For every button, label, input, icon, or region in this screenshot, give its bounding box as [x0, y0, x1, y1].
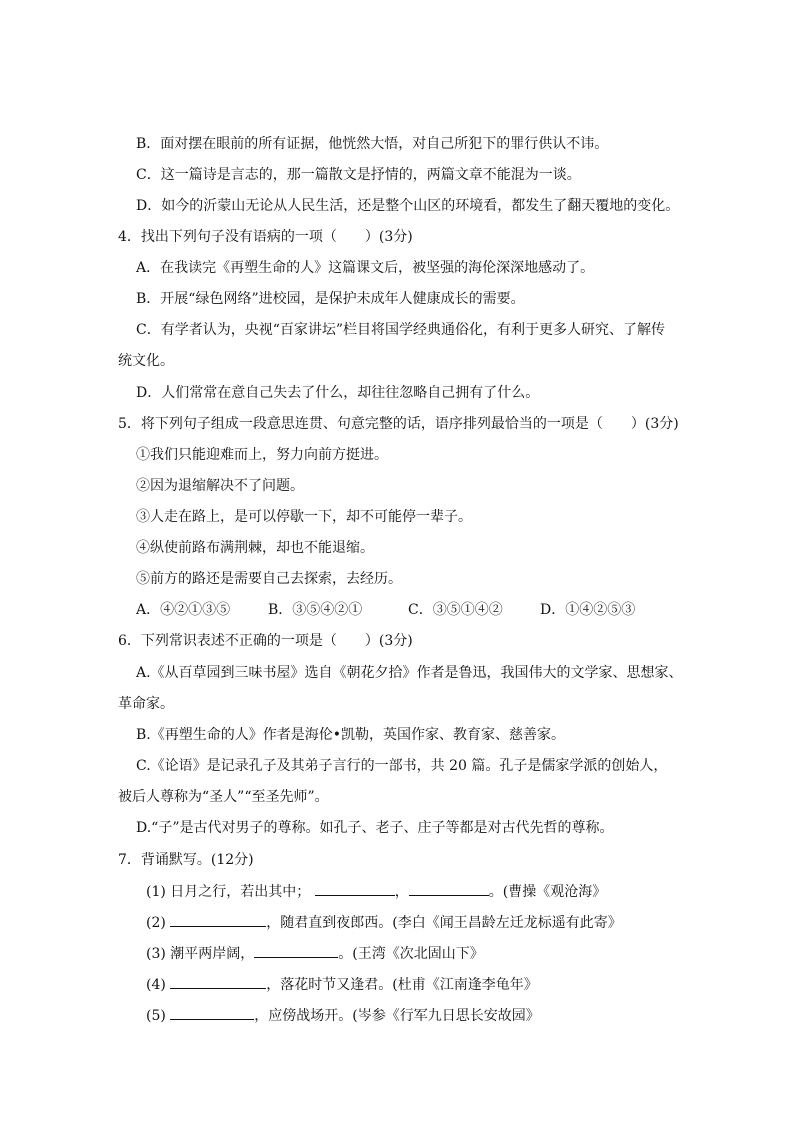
dictation-3-suffix: 。(王湾《次北固山下》	[338, 946, 484, 962]
dictation-4-prefix: (4)	[146, 977, 171, 993]
dictation-5-prefix: (5)	[146, 1008, 171, 1024]
dictation-1-separator: ，	[394, 884, 409, 900]
q5-stem: 5．将下列句子组成一段意思连贯、句意完整的话，语序排列最恰当的一项是（ ）(3分)	[118, 416, 679, 432]
q6-stem: 6．下列常识表述不正确的一项是（ ）(3分)	[118, 633, 413, 649]
dictation-item-4	[146, 974, 538, 994]
q6-option-c-line1: C.《论语》是记录孔子及其弟子言行的一部书，共 20 篇。孔子是儒家学派的创始人，	[136, 758, 668, 774]
dictation-item-2	[146, 912, 622, 932]
q5-sentence-1: ①我们只能迎难而上，努力向前方挺进。	[136, 447, 388, 463]
q5-option-d: D．①④②⑤③	[540, 602, 636, 618]
dictation-4-suffix: ，落花时节又逢君。(杜甫《江南逢李龟年》	[266, 977, 538, 993]
q6-option-d: D.“子”是古代对男子的尊称。如孔子、老子、庄子等都是对古代先哲的尊称。	[136, 820, 614, 836]
q6-option-a-line1: A.《从百草园到三味书屋》选自《朝花夕拾》作者是鲁迅，我国伟大的文学家、思想家、	[136, 665, 683, 681]
answer-blank[interactable]	[170, 974, 266, 989]
dictation-5-suffix: ，应傍战场开。(岑参《行军九日思长安故园》	[254, 1008, 540, 1024]
dictation-item-5	[146, 1005, 540, 1025]
q5-sentence-5: ⑤前方的路还是需要自己去探索，去经历。	[136, 571, 402, 587]
q6-option-c-line2: 被后人尊称为“圣人”“至圣先师”。	[118, 789, 329, 805]
answer-blank[interactable]	[170, 912, 266, 927]
q4-stem: 4．找出下列句子没有语病的一项（ ）(3分)	[118, 229, 413, 245]
dictation-2-suffix: ，随君直到夜郎西。(李白《闻王昌龄左迁龙标遥有此寄》	[266, 915, 622, 931]
q5-option-b: B．③⑤④②①	[268, 602, 363, 618]
q3-option-c: C．这一篇诗是言志的，那一篇散文是抒情的，两篇文章不能混为一谈。	[136, 167, 581, 183]
q6-option-b: B.《再塑生命的人》作者是海伦•凯勒，英国作家、教育家、慈善家。	[136, 727, 565, 743]
dictation-3-prefix: (3) 潮平两岸阔，	[146, 946, 255, 962]
q4-option-c-line2: 统文化。	[118, 353, 174, 369]
dictation-item-1	[146, 881, 606, 901]
q5-options	[136, 600, 635, 620]
dictation-item-3	[146, 943, 484, 963]
q7-stem: 7．背诵默写。(12分)	[118, 852, 254, 868]
q3-option-d: D．如今的沂蒙山无论从人民生活，还是整个山区的环境看，都发生了翻天覆地的变化。	[136, 198, 680, 214]
q5-sentence-4: ④纵使前路布满荆棘，却也不能退缩。	[136, 540, 374, 556]
answer-blank[interactable]	[254, 943, 338, 958]
answer-blank[interactable]	[409, 881, 489, 896]
q4-option-b: B．开展“绿色网络”进校园，是保护未成年人健康成长的需要。	[136, 291, 525, 307]
q6-option-a-line2: 革命家。	[118, 696, 174, 712]
q4-option-c-line1: C．有学者认为，央视“百家讲坛”栏目将国学经典通俗化，有利于更多人研究、了解传	[136, 322, 666, 338]
answer-blank[interactable]	[315, 881, 395, 896]
answer-blank[interactable]	[170, 1005, 254, 1020]
q4-option-d: D．人们常常在意自己失去了什么，却往往忽略自己拥有了什么。	[136, 385, 540, 401]
dictation-2-prefix: (2)	[146, 915, 171, 931]
q5-sentence-3: ③人走在路上，是可以停歇一下，却不可能停一辈子。	[136, 509, 472, 525]
dictation-1-suffix: 。(曹操《观沧海》	[488, 884, 607, 900]
q5-option-a: A．④②①③⑤	[136, 602, 231, 618]
q4-option-a: A．在我读完《再塑生命的人》这篇课文后，被坚强的海伦深深地感动了。	[136, 260, 595, 276]
q5-option-c: C．③⑤①④②	[408, 602, 503, 618]
q3-option-b: B．面对摆在眼前的所有证据，他恍然大悟，对自己所犯下的罪行供认不讳。	[136, 136, 609, 152]
dictation-1-prefix: (1) 日月之行，若出其中；	[146, 884, 311, 900]
q5-sentence-2: ②因为退缩解决不了问题。	[136, 478, 304, 494]
